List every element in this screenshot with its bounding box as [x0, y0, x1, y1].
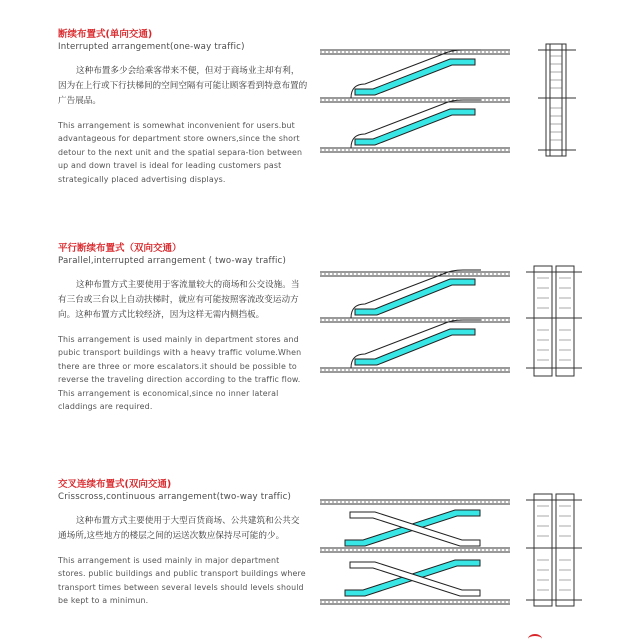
description-en: This arrangement is used mainly in department stores and pubic transport buildings with a heavy traffic volume.When there are three or more escalators.it should be possible to reverse the traveling direction according to the traffic flow. This arrangement is economical,since no inner lateral claddings are required. — [58, 335, 302, 412]
description-cn: 这种布置方式主要使用于客流量较大的商场和公交设施。当有三台或三台以上自动扶梯时，就应有可能按照客流改变运动方向。这种布置方式比较经济，因为这样无需内侧挡板。 — [58, 280, 300, 320]
section-title-cn: 交叉连续布置式(双向交通) — [58, 479, 172, 490]
description-cn: 这种布置方式主要使用于大型百货商场、公共建筑和公共交通场所,这些地方的楼层之间的运送次数应保持尽可能的少。 — [58, 516, 300, 541]
description-en: This arrangement is used mainly in major department stores. public buildings and public transport buildings where transport times between several levels should levels should be kept to a minimun. — [58, 556, 306, 606]
section-interrupted — [58, 28, 308, 186]
crisscross-side-view — [520, 486, 590, 618]
page-corner-mark — [528, 634, 542, 644]
crisscross-elevation-diagram — [315, 486, 515, 618]
parallel-side-view — [520, 258, 590, 386]
description-en: This arrangement is somewhat inconvenient for users.but advantageous for department store owners,since the short detour to the next unit and the spatial separa-tion between up and down travel is ideal for leading customers past strategically placed advertising displays. — [58, 121, 303, 184]
section-parallel-interrupted — [58, 242, 308, 413]
parallel-elevation-diagram — [315, 258, 515, 386]
section-title-cn: 断续布置式(单向交通) — [58, 29, 153, 40]
description-cn: 这种布置多少会给乘客带来不便，但对于商场业主却有利，因为在上行或下行扶梯间的空间空隔有可能让顾客看到特意布置的广告展品。 — [58, 66, 308, 106]
section-title-cn: 平行断续布置式（双向交通） — [58, 243, 182, 254]
interrupted-side-view — [528, 36, 588, 166]
section-crisscross — [58, 478, 308, 608]
section-title-en: Interrupted arrangement(one-way traffic) — [58, 42, 245, 52]
interrupted-elevation-diagram — [315, 36, 515, 166]
section-title-en: Parallel,interrupted arrangement ( two-way traffic) — [58, 256, 287, 266]
section-title-en: Crisscross,continuous arrangement(two-way traffic) — [58, 492, 292, 502]
